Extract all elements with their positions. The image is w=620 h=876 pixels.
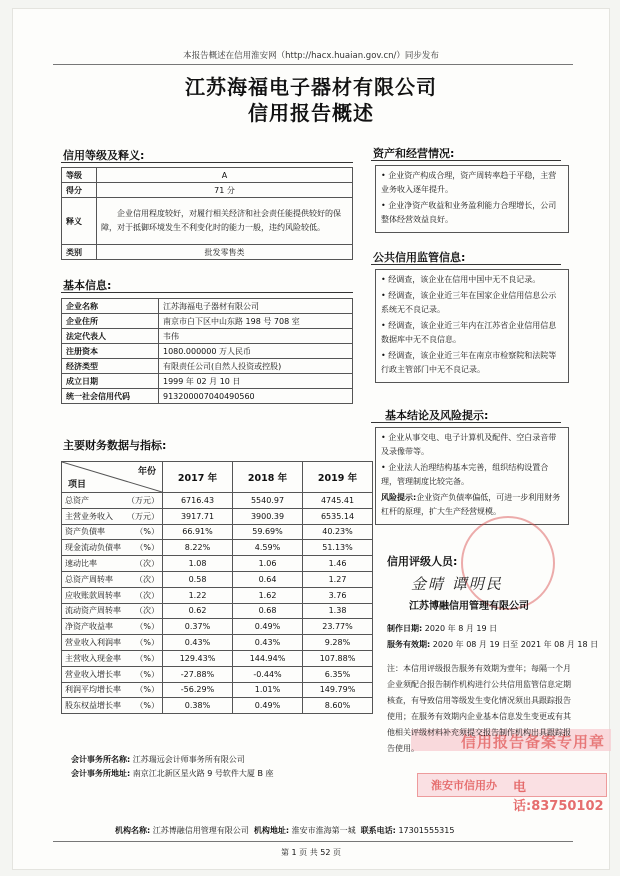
finance-value: 0.37% [163, 619, 233, 635]
basic-section-underline [61, 292, 353, 293]
addr-label: 机构地址: [253, 826, 290, 835]
finance-value: 51.13% [303, 540, 373, 556]
basic-row [62, 329, 353, 344]
finance-value: 0.43% [163, 635, 233, 651]
company-title: 江苏海福电子器材有限公司 [185, 75, 437, 99]
rating-value: 71 分 [97, 183, 353, 198]
finance-item-cell [62, 619, 163, 635]
finance-section-title: 主要财务数据与指标: [63, 439, 167, 452]
basic-value: 有限责任公司(自然人投资或控股) [159, 359, 353, 374]
supervision-item: • 经调查，该企业近三年在南京市检察院和法院等行政主管部门中无不良记录。 [381, 351, 557, 374]
finance-value: 59.69% [233, 524, 303, 540]
finance-row [62, 650, 373, 666]
finance-item-unit: （%） [135, 543, 159, 553]
finance-value: 0.64 [233, 571, 303, 587]
rating-row-score [62, 183, 353, 198]
finance-item-cell [62, 682, 163, 698]
service-period-label: 服务有效期: [387, 640, 431, 649]
rating-label: 得分 [62, 183, 97, 198]
supervision-item: • 经调查，该企业在信用中国中无不良记录。 [381, 275, 541, 284]
finance-row [62, 540, 373, 556]
accounting-addr-line [71, 768, 274, 779]
finance-row [62, 587, 373, 603]
assets-item: • 企业净资产收益和业务盈利能力合理增长，公司整体经营效益良好。 [381, 201, 557, 224]
stamp-line-3: 电话:83750102 [513, 780, 604, 814]
basic-value: 南京市白下区中山东路 198 号 708 室 [159, 314, 353, 329]
finance-value: -27.88% [163, 666, 233, 682]
org-label: 机构名称: [115, 826, 151, 835]
service-period-line [387, 639, 598, 650]
finance-row [62, 603, 373, 619]
basic-section-title: 基本信息: [63, 279, 112, 292]
finance-item-label: 主营业务收入 [65, 511, 113, 521]
finance-item-label: 应收账款周转率 [65, 590, 121, 600]
finance-value: 40.23% [303, 524, 373, 540]
rating-label: 释义 [62, 198, 97, 245]
org-phone: 17301555315 [398, 826, 455, 835]
basic-value: 1999 年 02 月 10 日 [159, 374, 353, 389]
risk-label: 风险提示: [381, 493, 417, 502]
finance-item-label: 资产负债率 [65, 527, 105, 537]
assets-item: • 企业资产构成合理，资产周转率趋于平稳，主营业务收入逐年提升。 [381, 171, 557, 194]
finance-value: 149.79% [303, 682, 373, 698]
supervision-item: • 经调查，该企业近三年在国家企业信用信息公示系统无不良记录。 [381, 291, 557, 314]
rating-company: 江苏博融信用管理有限公司 [409, 601, 529, 612]
assets-section-underline [371, 160, 561, 161]
stamp-line-2: 淮安市信用办 [431, 779, 497, 792]
finance-value: 3917.71 [163, 508, 233, 524]
finance-value: -0.44% [233, 666, 303, 682]
finance-item-label: 利润平均增长率 [65, 685, 121, 695]
report-page [12, 8, 610, 870]
finance-value: 23.77% [303, 619, 373, 635]
finance-item-unit: （%） [135, 685, 159, 695]
basic-row [62, 374, 353, 389]
conclusion-item: • 企业从事交电、电子计算机及配件、空白录音带及录像带等。 [381, 433, 557, 456]
basic-row [62, 389, 353, 404]
finance-row [62, 682, 373, 698]
basic-value: 江苏海福电子器材有限公司 [159, 299, 353, 314]
footer-info [115, 825, 454, 836]
finance-value: -56.29% [163, 682, 233, 698]
finance-value: 9.28% [303, 635, 373, 651]
finance-value: 3.76 [303, 587, 373, 603]
service-period: 2020 年 08 月 19 日至 2021 年 08 月 18 日 [432, 640, 599, 649]
finance-value: 5540.97 [233, 493, 303, 509]
phone-label: 联系电话: [360, 826, 396, 835]
page-number: 第 1 页 共 52 页 [281, 848, 341, 857]
publish-note: 本报告概述在信用淮安网（http://hacx.huaian.gov.cn/）同步发布 [183, 51, 439, 61]
report-title: 信用报告概述 [248, 101, 374, 125]
finance-item-unit: （次） [135, 574, 159, 584]
finance-value: 1.22 [163, 587, 233, 603]
finance-item-unit: （%） [135, 638, 159, 648]
basic-row [62, 314, 353, 329]
conclusion-item: • 企业法人治理结构基本完善，组织结构设置合理，管理制度比较完备。 [381, 463, 549, 486]
finance-item-cell [62, 635, 163, 651]
finance-value: 0.68 [233, 603, 303, 619]
assets-section-title: 资产和经营情况: [373, 147, 455, 160]
basic-row [62, 299, 353, 314]
finance-value: 1.27 [303, 571, 373, 587]
rating-value: 企业信用程度较好，对履行相关经济和社会责任能提供较好的保障，对于抵御环境发生不利变化时的能力一般，违约风险较低。 [97, 198, 353, 245]
accounting-addr-label: 会计事务所地址: [71, 769, 131, 778]
header-divider [53, 64, 573, 65]
finance-value: 0.49% [233, 698, 303, 714]
finance-value: 1.06 [233, 556, 303, 572]
year-header: 2019 年 [303, 462, 373, 493]
finance-item-unit: （万元） [127, 495, 159, 505]
risk-text: 企业资产负债率偏低，可进一步利用财务杠杆的原理，扩大生产经营规模。 [381, 493, 561, 516]
year-header: 2018 年 [233, 462, 303, 493]
conclusion-box [375, 427, 569, 525]
finance-item-label: 营业收入增长率 [65, 669, 121, 679]
basic-info-table [61, 298, 353, 404]
org-addr: 淮安市淮海第一城 [291, 826, 356, 835]
finance-header-row [62, 462, 373, 493]
org-name: 江苏博融信用管理有限公司 [152, 826, 249, 835]
basic-label: 法定代表人 [62, 329, 159, 344]
finance-item-unit: （%） [135, 669, 159, 679]
finance-item-cell [62, 493, 163, 509]
finance-item-unit: （%） [135, 622, 159, 632]
rating-value: A [97, 168, 353, 183]
finance-row [62, 635, 373, 651]
rating-section-title: 信用等级及释义: [63, 149, 145, 162]
finance-row [62, 619, 373, 635]
rating-value: 批发零售类 [97, 245, 353, 260]
finance-item-unit: （次） [135, 590, 159, 600]
finance-item-label: 现金流动负债率 [65, 543, 121, 553]
rating-table [61, 167, 353, 260]
finance-value: 4.59% [233, 540, 303, 556]
stamp-line-1: 信用报告备案专用章 [461, 733, 606, 751]
finance-value: 3900.39 [233, 508, 303, 524]
finance-value: 107.88% [303, 650, 373, 666]
header-item-label: 项目 [68, 480, 87, 490]
finance-item-cell [62, 524, 163, 540]
finance-item-cell [62, 603, 163, 619]
rating-label: 类别 [62, 245, 97, 260]
finance-item-label: 主营收入现金率 [65, 653, 121, 663]
rating-row-definition [62, 198, 353, 245]
year-header: 2017 年 [163, 462, 233, 493]
finance-value: 144.94% [233, 650, 303, 666]
finance-item-unit: （%） [135, 653, 159, 663]
finance-value: 0.49% [233, 619, 303, 635]
basic-label: 注册资本 [62, 344, 159, 359]
finance-item-cell [62, 666, 163, 682]
basic-value: 韦伟 [159, 329, 353, 344]
finance-value: 1.38 [303, 603, 373, 619]
finance-row [62, 698, 373, 714]
finance-value: 1.01% [233, 682, 303, 698]
finance-value: 0.43% [233, 635, 303, 651]
footer-divider [53, 841, 573, 842]
finance-value: 8.22% [163, 540, 233, 556]
accounting-firm: 江苏瑞远会计师事务所有限公司 [132, 755, 245, 764]
accounting-addr: 南京江北新区星火路 9 号软件大厦 B 座 [132, 769, 274, 778]
finance-value: 0.58 [163, 571, 233, 587]
finance-value: 6.35% [303, 666, 373, 682]
finance-item-cell [62, 587, 163, 603]
finance-item-cell [62, 698, 163, 714]
report-note: 注：本信用评级报告服务有效期为壹年；每隔一个月企业须配合报告制作机构进行公共信用监管信息定期核查，有导致信用等级发生变化情况须出具跟踪报告使用；在服务有效期内企业基本信息发生变更或有其他相关评级材料补充须提交报告制作机构出具跟踪报告使用。 [387, 664, 571, 753]
assets-box [375, 165, 569, 233]
finance-item-unit: （次） [135, 606, 159, 616]
basic-row [62, 344, 353, 359]
finance-item-label: 流动资产周转率 [65, 606, 121, 616]
finance-row [62, 556, 373, 572]
finance-value: 129.43% [163, 650, 233, 666]
finance-item-label: 净资产收益率 [65, 622, 113, 632]
finance-value: 0.38% [163, 698, 233, 714]
supervision-box [375, 269, 569, 383]
basic-label: 企业住所 [62, 314, 159, 329]
finance-value: 1.08 [163, 556, 233, 572]
finance-value: 6535.14 [303, 508, 373, 524]
finance-item-unit: （万元） [127, 511, 159, 521]
finance-row [62, 493, 373, 509]
finance-item-label: 速动比率 [65, 559, 97, 569]
rating-row-grade [62, 168, 353, 183]
finance-item-label: 总资产 [65, 495, 89, 505]
finance-item-label: 股东权益增长率 [65, 701, 121, 711]
basic-value: 1080.000000 万人民币 [159, 344, 353, 359]
header-year-label: 年份 [137, 467, 156, 477]
supervision-item: • 经调查，该企业近三年内在江苏省企业信用信息数据库中无不良信息。 [381, 321, 557, 344]
raters-section-title: 信用评级人员: [387, 555, 458, 568]
finance-item-label: 营业收入利润率 [65, 638, 121, 648]
finance-value: 6716.43 [163, 493, 233, 509]
accounting-firm-label: 会计事务所名称: [71, 755, 131, 764]
rating-section-underline [61, 162, 353, 163]
basic-label: 企业名称 [62, 299, 159, 314]
basic-value: 913200007040490560 [159, 389, 353, 404]
supervision-section-title: 公共信用监管信息: [373, 251, 466, 264]
finance-value: 1.62 [233, 587, 303, 603]
supervision-section-underline [371, 264, 561, 265]
accounting-firm-line [71, 754, 245, 765]
basic-label: 成立日期 [62, 374, 159, 389]
rater-signatures: 金晴 谭明民 [411, 575, 503, 593]
basic-row [62, 359, 353, 374]
finance-value: 8.60% [303, 698, 373, 714]
finance-item-unit: （%） [135, 701, 159, 711]
finance-value: 0.62 [163, 603, 233, 619]
finance-item-cell [62, 556, 163, 572]
finance-corner-cell [62, 462, 163, 493]
finance-item-unit: （次） [135, 559, 159, 569]
conclusion-section-title: 基本结论及风险提示: [385, 409, 489, 422]
finance-row [62, 524, 373, 540]
finance-item-cell [62, 571, 163, 587]
finance-table [61, 461, 373, 714]
finance-row [62, 666, 373, 682]
finance-row [62, 571, 373, 587]
risk-tip [381, 491, 563, 519]
made-date: 2020 年 8 月 19 日 [424, 624, 498, 633]
finance-item-cell [62, 540, 163, 556]
basic-label: 经济类型 [62, 359, 159, 374]
rating-label: 等级 [62, 168, 97, 183]
finance-item-cell [62, 508, 163, 524]
finance-body [62, 493, 373, 714]
made-date-line [387, 623, 497, 634]
finance-value: 4745.41 [303, 493, 373, 509]
finance-item-unit: （%） [135, 527, 159, 537]
finance-item-label: 总资产周转率 [65, 574, 113, 584]
finance-value: 1.46 [303, 556, 373, 572]
company-seal [461, 516, 555, 610]
rating-row-category [62, 245, 353, 260]
basic-label: 统一社会信用代码 [62, 389, 159, 404]
finance-item-cell [62, 650, 163, 666]
made-date-label: 制作日期: [387, 624, 423, 633]
finance-value: 66.91% [163, 524, 233, 540]
finance-row [62, 508, 373, 524]
conclusion-section-underline [371, 422, 561, 423]
